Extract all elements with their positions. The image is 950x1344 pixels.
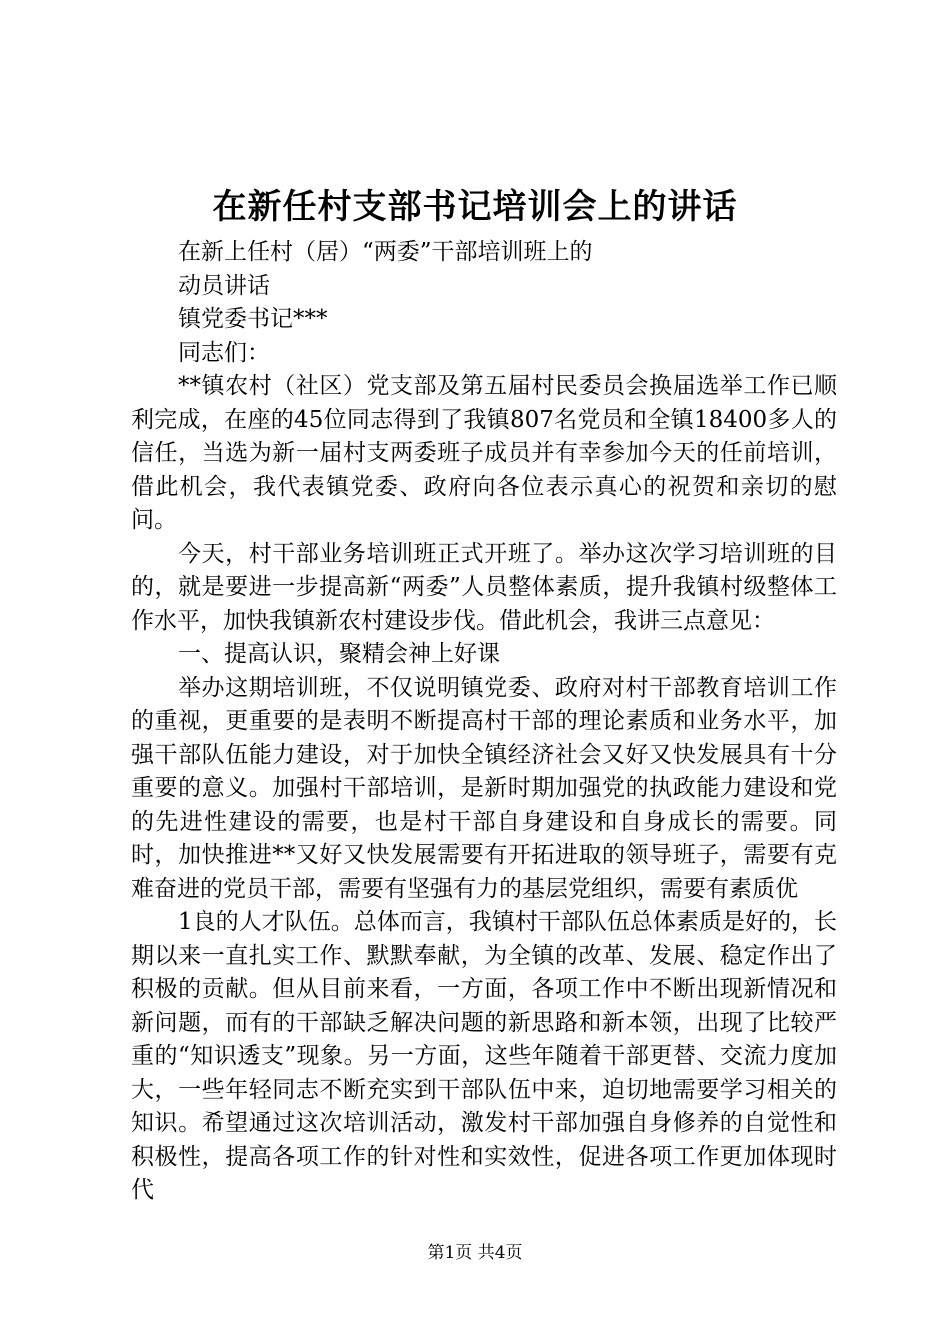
body-paragraph: 1良的人才队伍。总体而言，我镇村干部队伍总体素质是好的，长期以来一直扎实工作、默默奉献，为全镇的改革、发展、稳定作出了积极的贡献。但从目前来看，一方面，各项工作中不断出现新情况和新问题，而有的干部缺乏解决问题的新思路和新本领，出现了比较严重的“知识透支”现象。另一方面，这些年随着干部更替、交流力度加大，一些年轻同志不断充实到干部队伍中来，迫切地需要学习相关的知识。希望通过这次培训活动，激发村干部加强自身修养的自觉性和积极性，提高各项工作的针对性和实效性，促进各项工作更加体现时代: [131, 909, 837, 1203]
body-paragraph: **镇农村（社区）党支部及第五届村民委员会换届选举工作已顺利完成，在座的45位同志得到了我镇807名党员和全镇18400多人的信任，当选为新一届村支两委班子成员并有幸参加今天的任前培训，借此机会，我代表镇党委、政府向各位表示真心的祝贺和亲切的慰问。: [131, 373, 837, 533]
speaker-line: 镇党委书记***: [178, 306, 328, 332]
subtitle-line-1: 在新上任村（居）“两委”干部培训班上的: [178, 239, 593, 265]
salutation: 同志们：: [178, 339, 270, 366]
document-title: 在新任村支部书记培训会上的讲话: [212, 187, 738, 227]
subtitle-line-2: 动员讲话: [178, 272, 270, 299]
document-body: [131, 236, 837, 1208]
section-heading: 一、提高认识，聚精会神上好课: [178, 641, 500, 667]
page-indicator: 第1页 共4页: [427, 1243, 523, 1263]
body-paragraph: 举办这期培训班，不仅说明镇党委、政府对村干部教育培训工作的重视，更重要的是表明不断提高村干部的理论素质和业务水平，加强干部队伍能力建设，对于加快全镇经济社会又好又快发展具有十分重要的意义。加强村干部培训，是新时期加强党的执政能力建设和党的先进性建设的需要，也是村干部自身建设和自身成长的需要。同时，加快推进**又好又快发展需要有开拓进取的领导班子，需要有克难奋进的党员干部，需要有坚强有力的基层党组织，需要有素质优: [131, 674, 837, 902]
body-paragraph: 今天，村干部业务培训班正式开班了。举办这次学习培训班的目的，就是要进一步提高新“两委”人员整体素质，提升我镇村级整体工作水平，加快我镇新农村建设步伐。借此机会，我讲三点意见：: [131, 540, 837, 634]
